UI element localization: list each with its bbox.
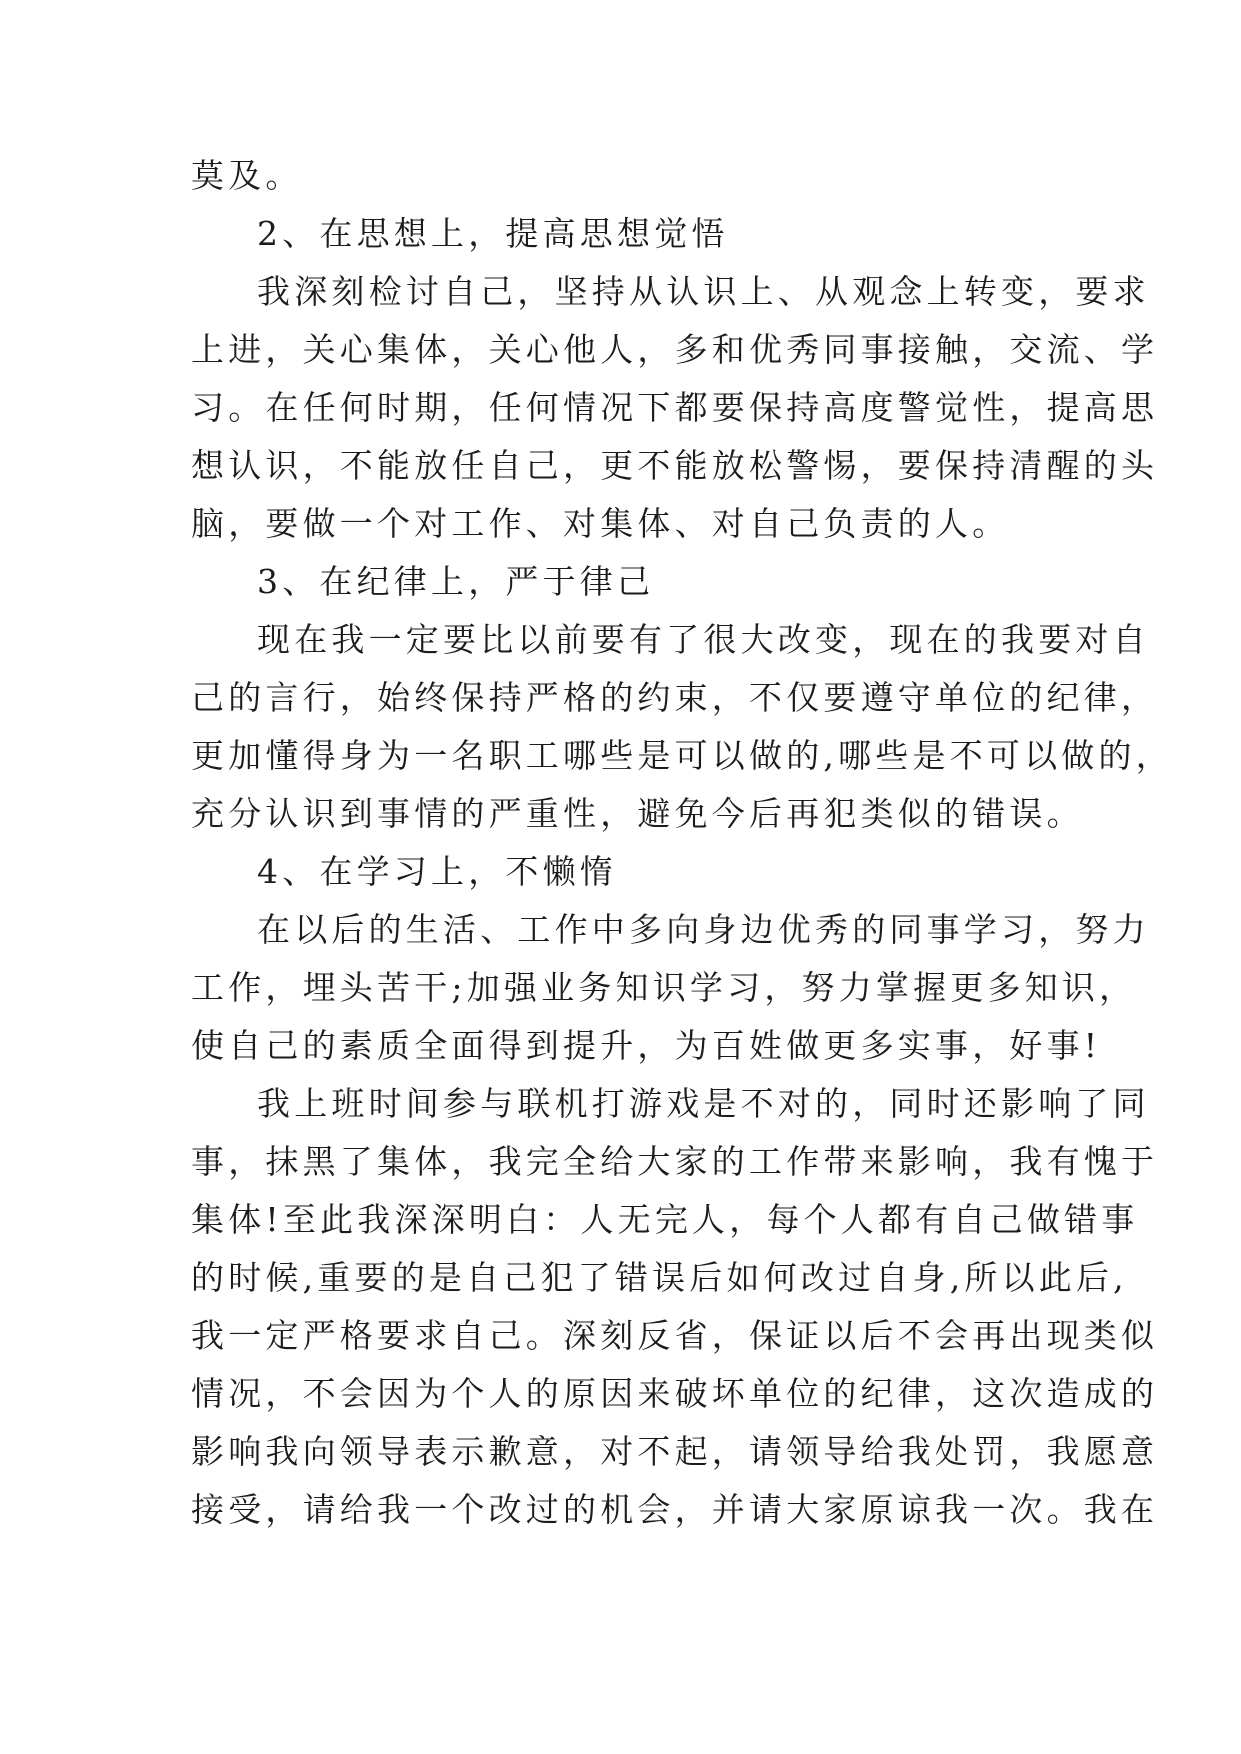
text-line: 情况，不会因为个人的原因来破坏单位的纪律，这次造成的: [191, 1374, 1159, 1413]
text-line: 上进，关心集体，关心他人，多和优秀同事接触，交流、学: [191, 330, 1159, 369]
text-line: 接受，请给我一个改过的机会，并请大家原谅我一次。我在: [191, 1490, 1159, 1529]
text-line: 集体!至此我深深明白：人无完人，每个人都有自己做错事: [191, 1200, 1139, 1239]
text-line: 充分认识到事情的严重性，避免今后再犯类似的错误。: [191, 794, 1084, 833]
text-line: 影响我向领导表示歉意，对不起，请领导给我处罚，我愿意: [191, 1432, 1159, 1471]
section-heading: 4、在学习上，不懒惰: [257, 852, 617, 891]
text-line: 想认识，不能放任自己，更不能放松警惕，要保持清醒的头: [191, 446, 1159, 485]
text-line: 事，抹黑了集体，我完全给大家的工作带来影响，我有愧于: [191, 1142, 1159, 1181]
text-line: 工作，埋头苦干;加强业务知识学习，努力掌握更多知识，: [191, 968, 1137, 1007]
document-body: [191, 147, 1173, 1539]
text-line: 莫及。: [191, 156, 303, 195]
text-line: 使自己的素质全面得到提升，为百姓做更多实事，好事!: [191, 1026, 1102, 1065]
text-line: 习。在任何时期，任何情况下都要保持高度警觉性，提高思: [191, 388, 1159, 427]
text-line: 脑，要做一个对工作、对集体、对自己负责的人。: [191, 504, 1010, 543]
text-line: 现在我一定要比以前要有了很大改变，现在的我要对自: [257, 620, 1150, 659]
text-line: 的时候,重要的是自己犯了错误后如何改过自身,所以此后,: [191, 1258, 1128, 1297]
text-line: 我上班时间参与联机打游戏是不对的，同时还影响了同: [257, 1084, 1150, 1123]
text-line: 己的言行，始终保持严格的约束，不仅要遵守单位的纪律，: [191, 678, 1159, 717]
section-heading: 2、在思想上，提高思想觉悟: [257, 214, 729, 253]
text-line: 我深刻检讨自己，坚持从认识上、从观念上转变，要求: [257, 272, 1150, 311]
section-heading: 3、在纪律上，严于律己: [257, 562, 655, 601]
text-line: 我一定严格要求自己。深刻反省，保证以后不会再出现类似: [191, 1316, 1159, 1355]
text-line: 在以后的生活、工作中多向身边优秀的同事学习，努力: [257, 910, 1150, 949]
text-line: 更加懂得身为一名职工哪些是可以做的,哪些是不可以做的，: [191, 736, 1173, 775]
